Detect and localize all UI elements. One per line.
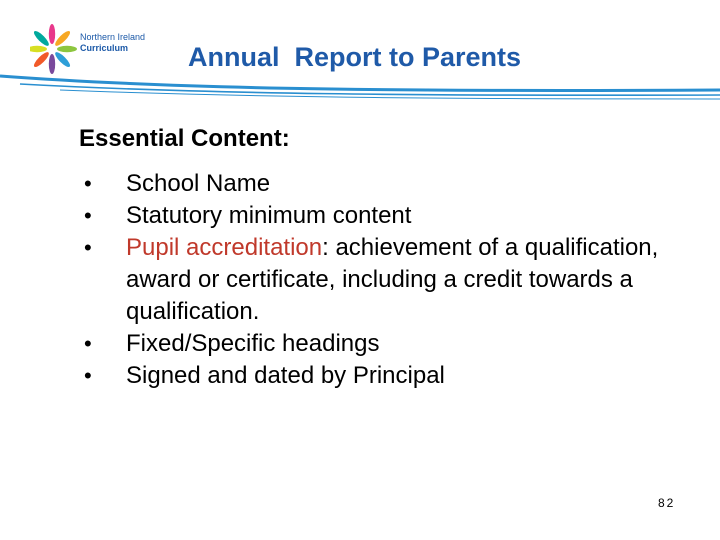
bullet-glyph: •	[84, 331, 92, 356]
page-number: 82	[658, 496, 676, 510]
bullet-text: Signed and dated by Principal	[126, 362, 445, 389]
bullet-text: : achievement of a qualification, award or certificate, including a credit towards a qualification.	[126, 234, 659, 325]
bullet-list	[79, 168, 699, 392]
bullet-item	[79, 328, 699, 360]
bullet-text: Statutory minimum content	[126, 202, 412, 229]
bullet-glyph: •	[84, 203, 92, 228]
bullet-item	[79, 360, 699, 392]
bullet-highlight-text: Pupil accreditation	[126, 234, 323, 261]
logo-line-1: Northern Ireland	[80, 32, 146, 42]
bullet-item	[79, 200, 699, 232]
bullet-glyph: •	[84, 363, 92, 388]
section-heading: Essential Content:	[79, 125, 290, 152]
bullet-item	[79, 232, 699, 328]
header-swoosh-divider	[0, 68, 720, 108]
logo-wordmark	[80, 32, 145, 54]
bullet-text: Fixed/Specific headings	[126, 330, 380, 357]
bullet-glyph: •	[84, 235, 92, 260]
slide-title: Annual Report to Parents	[188, 42, 522, 72]
bullet-item	[79, 168, 699, 200]
bullet-glyph: •	[84, 171, 92, 196]
logo-line-2: Curriculum	[80, 43, 129, 53]
bullet-text: School Name	[126, 170, 271, 197]
